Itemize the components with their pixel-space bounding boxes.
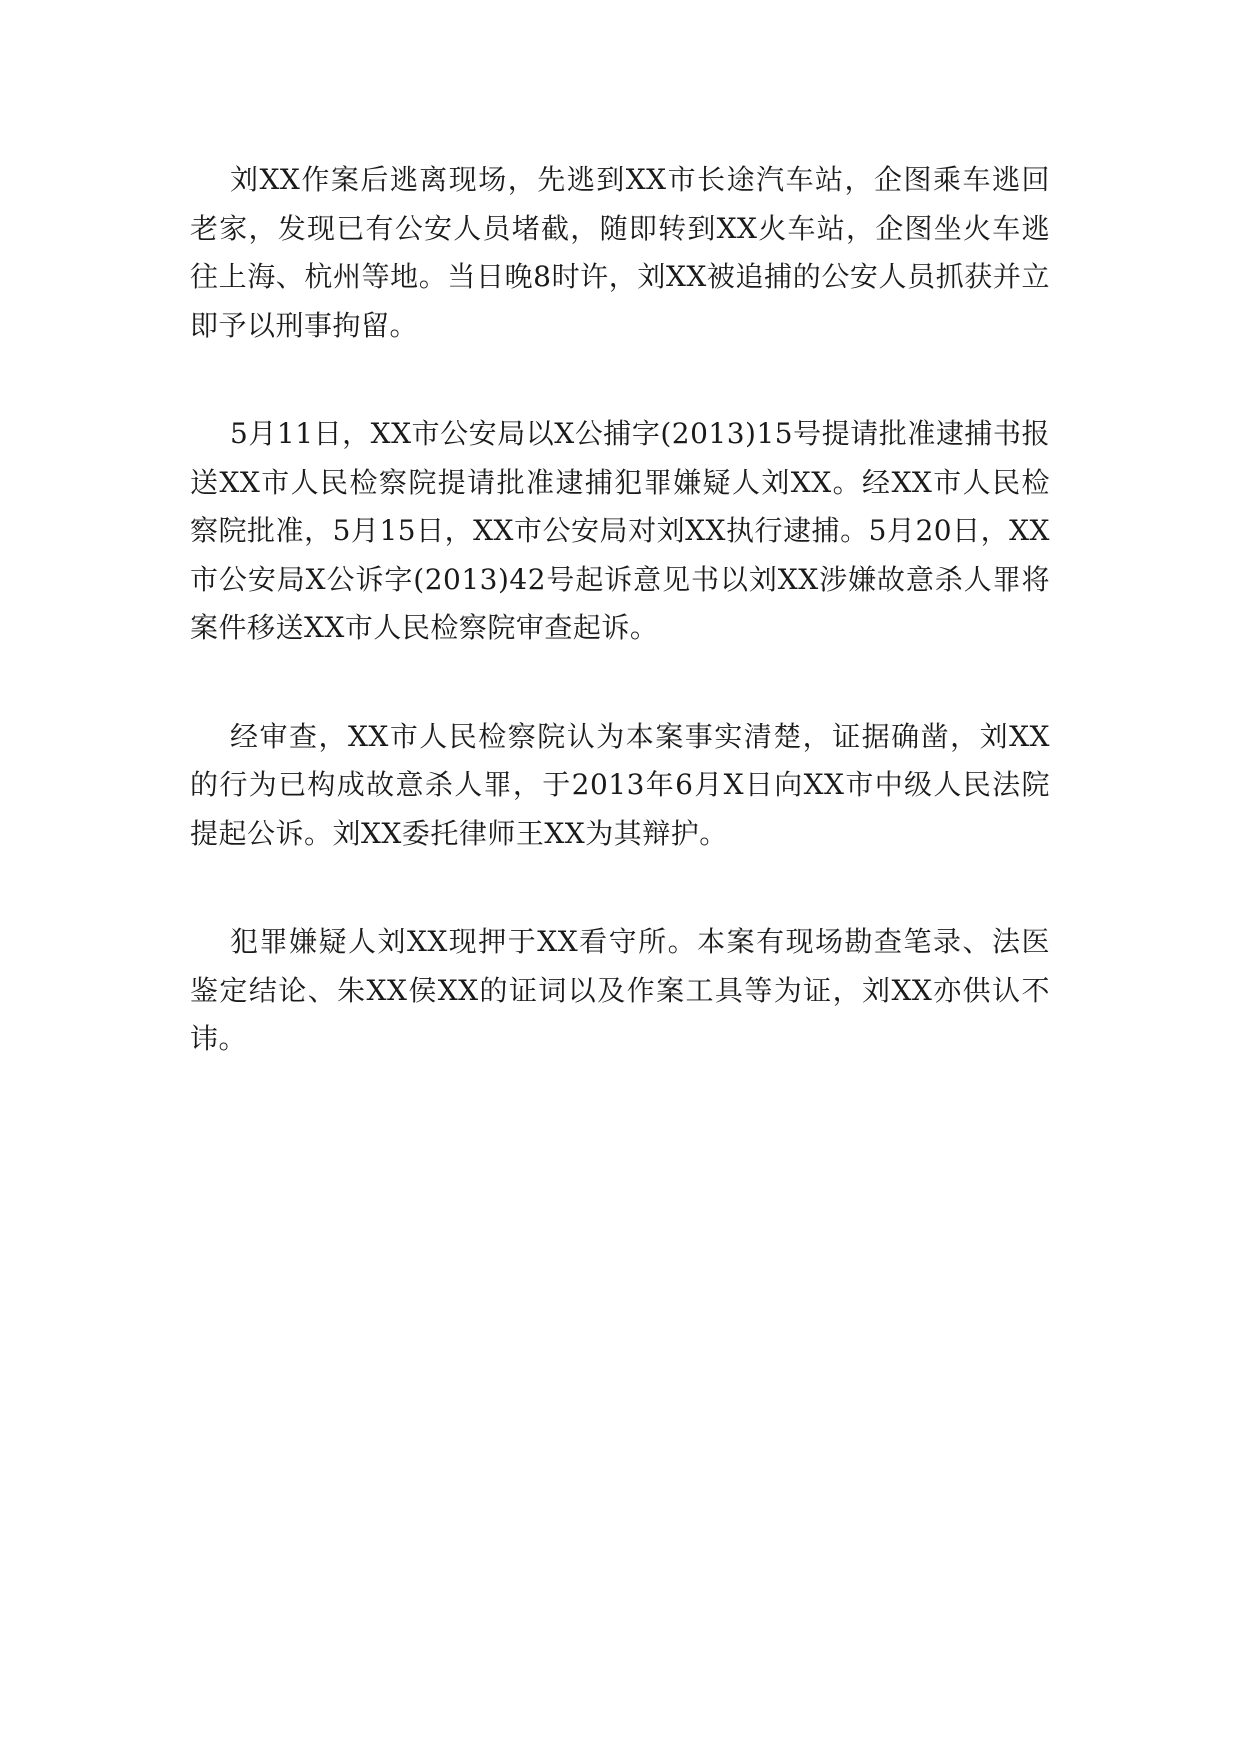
- paragraph-prosecution: 经审查，XX市人民检察院认为本案事实清楚，证据确凿，刘XX的行为已构成故意杀人罪，于2013年6月X日向XX市中级人民法院提起公诉。刘XX委托律师王XX为其辩护。: [190, 719, 1050, 850]
- paragraph-escape-arrest: 刘XX作案后逃离现场，先逃到XX市长途汽车站，企图乘车逃回老家，发现已有公安人员堵截，随即转到XX火车站，企图坐火车逃往上海、杭州等地。当日晚8时许，刘XX被追捕的公安人员抓获并立即予以刑事拘留。: [190, 163, 1050, 342]
- paragraph-evidence: 犯罪嫌疑人刘XX现押于XX看守所。本案有现场勘查笔录、法医鉴定结论、朱XX侯XX的证词以及作案工具等为证，刘XX亦供认不讳。: [190, 925, 1050, 1055]
- document-body: [190, 156, 1050, 1064]
- paragraph-arrest-procedure: 5月11日，XX市公安局以X公捕字(2013)15号提请批准逮捕书报送XX市人民检察院提请批准逮捕犯罪嫌疑人刘XX。经XX市人民检察院批准，5月15日，XX市公安局对刘XX执行逮捕。5月20日，XX市公安局X公诉字(2013)42号起诉意见书以刘XX涉嫌故意杀人罪将案件移送XX市人民检察院审查起诉。: [190, 417, 1050, 644]
